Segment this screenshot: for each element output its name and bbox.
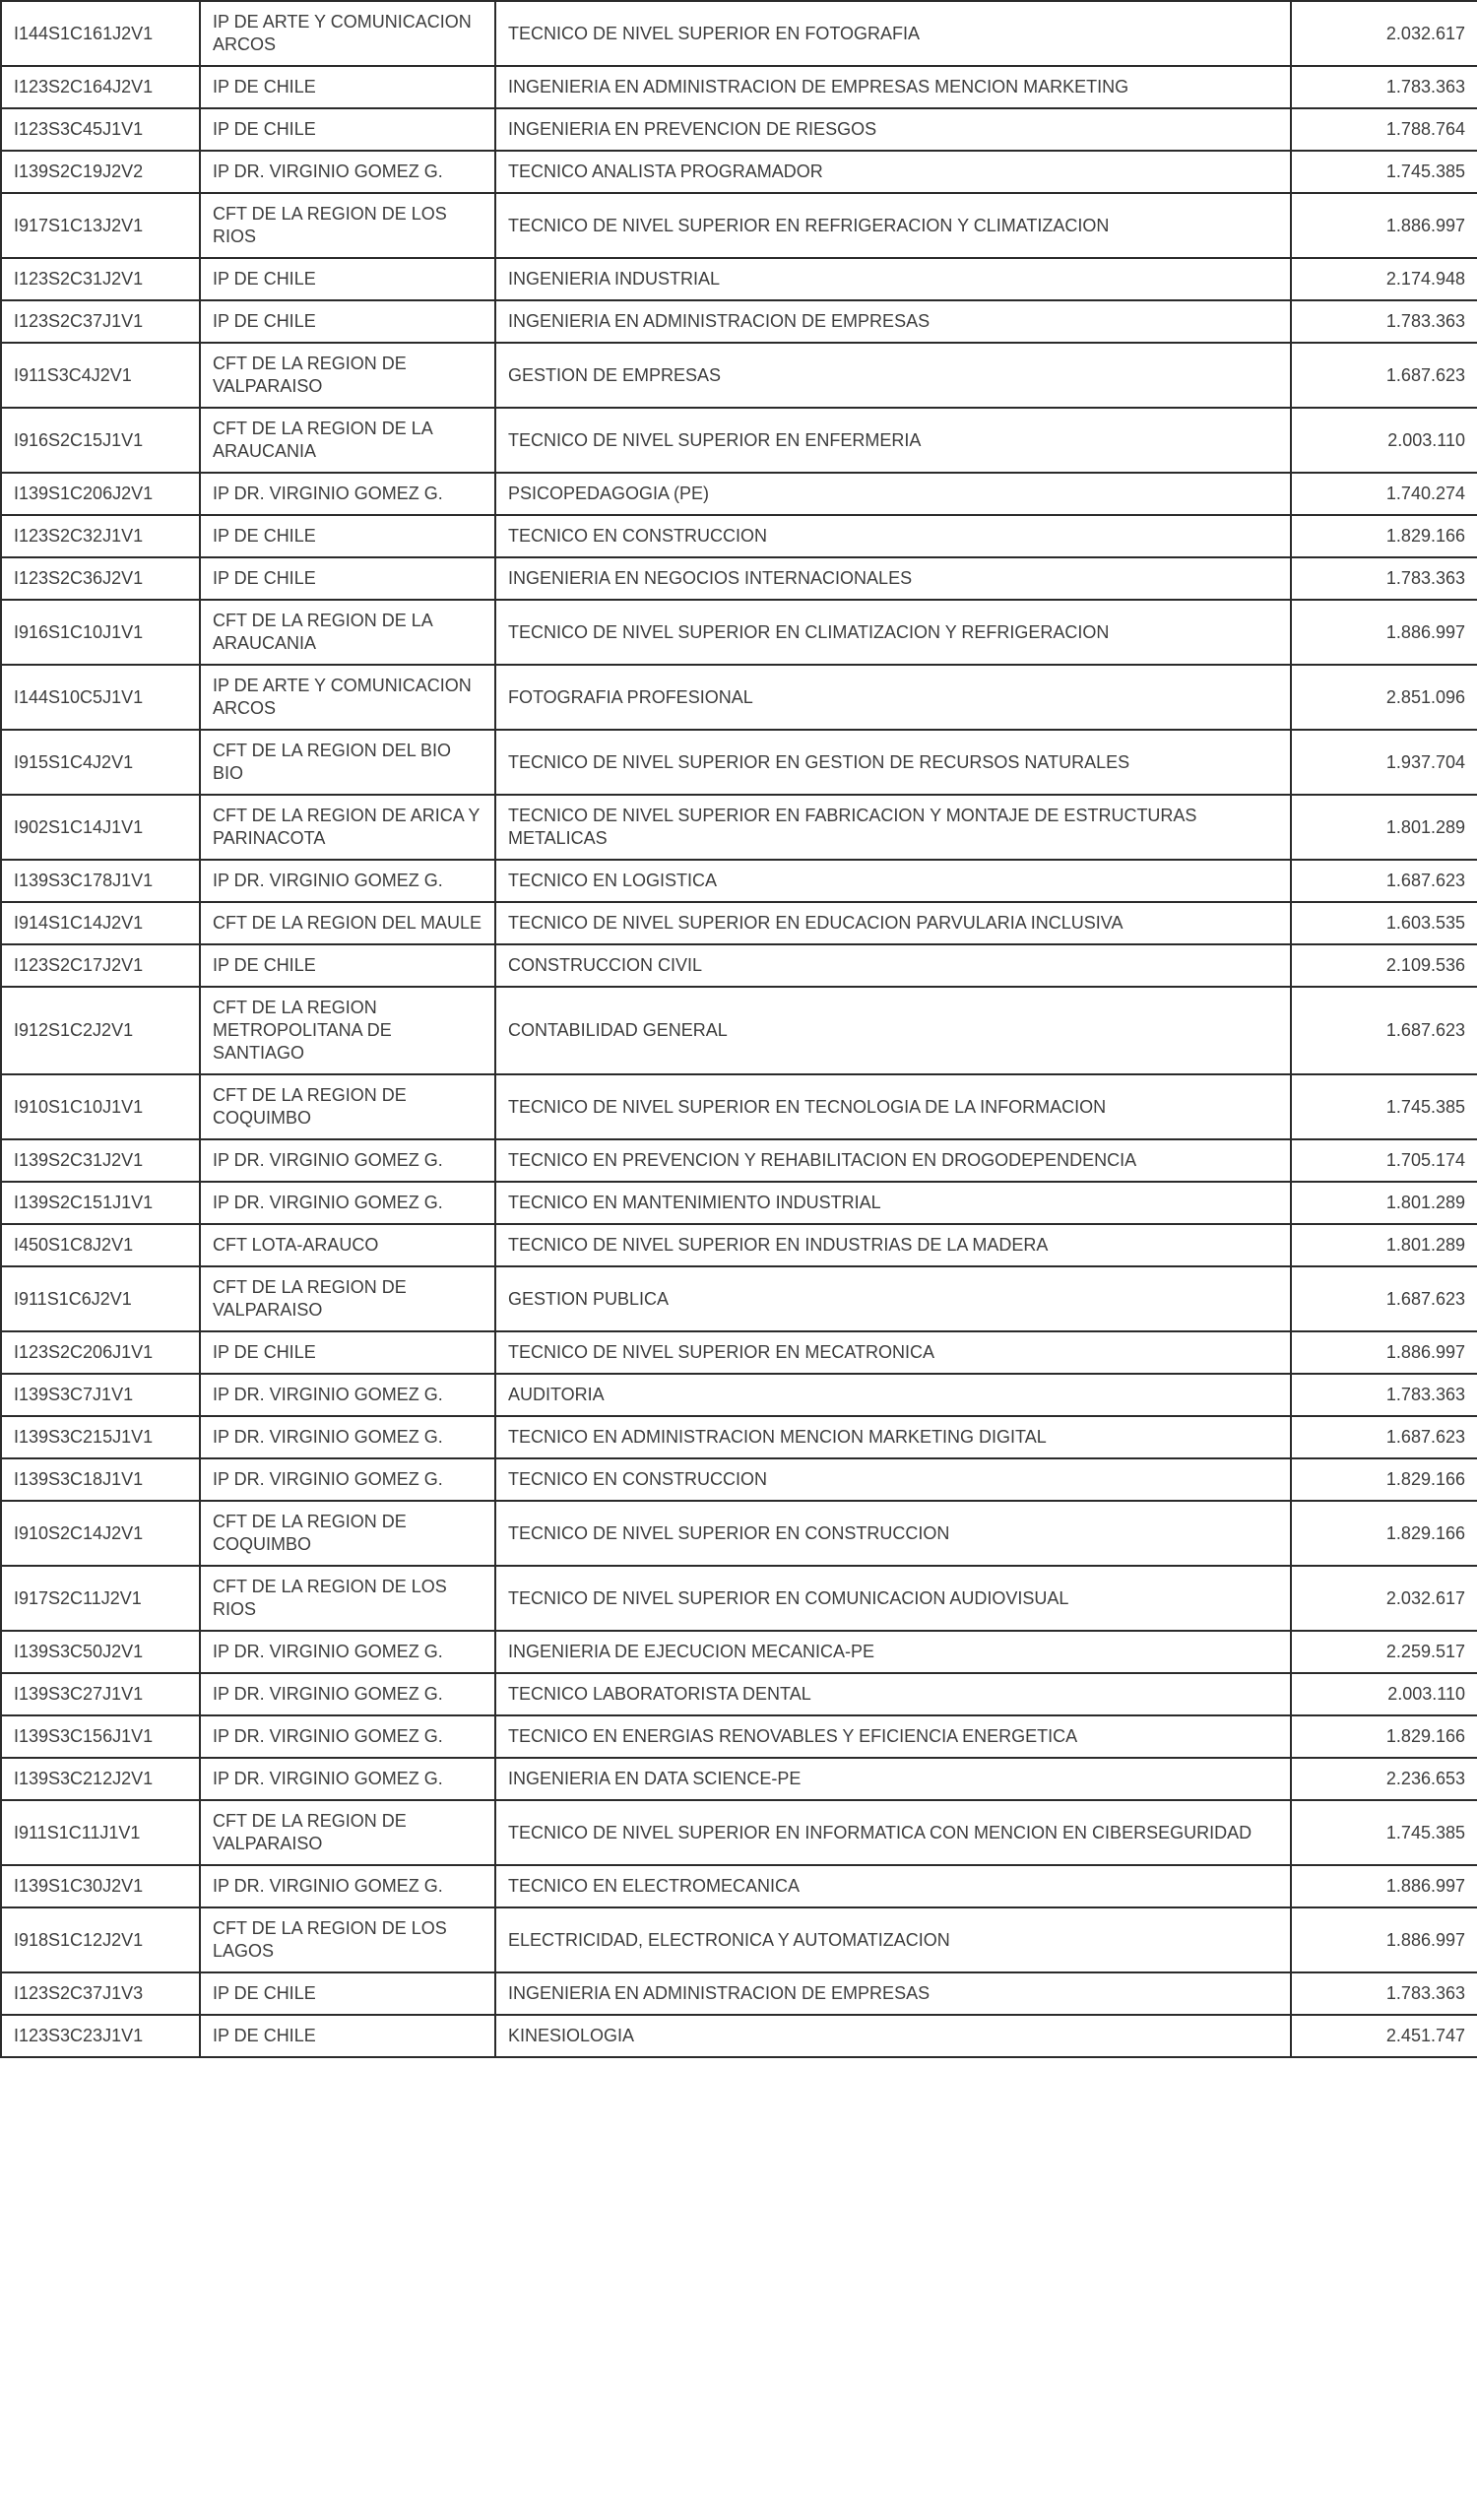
institution-cell: CFT LOTA-ARAUCO bbox=[200, 1224, 495, 1266]
table-row bbox=[1, 473, 1477, 515]
code-cell: I139S1C30J2V1 bbox=[1, 1865, 200, 1907]
amount-cell: 1.687.623 bbox=[1291, 343, 1477, 408]
amount-cell: 1.705.174 bbox=[1291, 1139, 1477, 1182]
code-cell: I916S2C15J1V1 bbox=[1, 408, 200, 473]
table-row bbox=[1, 1907, 1477, 1972]
amount-cell: 1.687.623 bbox=[1291, 860, 1477, 902]
table-row bbox=[1, 944, 1477, 987]
code-cell: I123S3C45J1V1 bbox=[1, 108, 200, 151]
table-row bbox=[1, 2015, 1477, 2057]
table-row bbox=[1, 1501, 1477, 1566]
institution-cell: IP DE CHILE bbox=[200, 1331, 495, 1374]
program-cell: TECNICO EN ELECTROMECANICA bbox=[495, 1865, 1291, 1907]
table-row bbox=[1, 1, 1477, 66]
institution-cell: CFT DE LA REGION DE LOS RIOS bbox=[200, 1566, 495, 1631]
program-cell: TECNICO DE NIVEL SUPERIOR EN ENFERMERIA bbox=[495, 408, 1291, 473]
program-cell: INGENIERIA EN ADMINISTRACION DE EMPRESAS MENCION MARKETING bbox=[495, 66, 1291, 108]
program-cell: TECNICO EN PREVENCION Y REHABILITACION EN DROGODEPENDENCIA bbox=[495, 1139, 1291, 1182]
amount-cell: 1.829.166 bbox=[1291, 1458, 1477, 1501]
code-cell: I911S3C4J2V1 bbox=[1, 343, 200, 408]
program-cell: TECNICO DE NIVEL SUPERIOR EN COMUNICACION AUDIOVISUAL bbox=[495, 1566, 1291, 1631]
code-cell: I139S2C31J2V1 bbox=[1, 1139, 200, 1182]
amount-cell: 1.788.764 bbox=[1291, 108, 1477, 151]
program-cell: KINESIOLOGIA bbox=[495, 2015, 1291, 2057]
amount-cell: 2.109.536 bbox=[1291, 944, 1477, 987]
code-cell: I912S1C2J2V1 bbox=[1, 987, 200, 1074]
amount-cell: 1.886.997 bbox=[1291, 1907, 1477, 1972]
code-cell: I123S3C23J1V1 bbox=[1, 2015, 200, 2057]
institution-cell: IP DE ARTE Y COMUNICACION ARCOS bbox=[200, 665, 495, 730]
amount-cell: 1.687.623 bbox=[1291, 1416, 1477, 1458]
program-cell: TECNICO EN MANTENIMIENTO INDUSTRIAL bbox=[495, 1182, 1291, 1224]
institution-cell: CFT DE LA REGION DE ARICA Y PARINACOTA bbox=[200, 795, 495, 860]
institution-cell: CFT DE LA REGION DEL BIO BIO bbox=[200, 730, 495, 795]
code-cell: I902S1C14J1V1 bbox=[1, 795, 200, 860]
table-row bbox=[1, 1374, 1477, 1416]
code-cell: I915S1C4J2V1 bbox=[1, 730, 200, 795]
table-row bbox=[1, 1800, 1477, 1865]
institution-cell: CFT DE LA REGION DE COQUIMBO bbox=[200, 1501, 495, 1566]
code-cell: I918S1C12J2V1 bbox=[1, 1907, 200, 1972]
amount-cell: 2.032.617 bbox=[1291, 1566, 1477, 1631]
program-cell: FOTOGRAFIA PROFESIONAL bbox=[495, 665, 1291, 730]
institution-cell: IP DE CHILE bbox=[200, 515, 495, 557]
table-row bbox=[1, 515, 1477, 557]
code-cell: I123S2C164J2V1 bbox=[1, 66, 200, 108]
program-cell: INGENIERIA EN DATA SCIENCE-PE bbox=[495, 1758, 1291, 1800]
table-row bbox=[1, 151, 1477, 193]
table-row bbox=[1, 987, 1477, 1074]
table-row bbox=[1, 1139, 1477, 1182]
amount-cell: 1.886.997 bbox=[1291, 193, 1477, 258]
table-row bbox=[1, 1566, 1477, 1631]
amount-cell: 1.745.385 bbox=[1291, 151, 1477, 193]
institution-cell: IP DR. VIRGINIO GOMEZ G. bbox=[200, 1865, 495, 1907]
program-cell: INGENIERIA DE EJECUCION MECANICA-PE bbox=[495, 1631, 1291, 1673]
code-cell: I910S1C10J1V1 bbox=[1, 1074, 200, 1139]
table-row bbox=[1, 408, 1477, 473]
code-cell: I917S1C13J2V1 bbox=[1, 193, 200, 258]
amount-cell: 1.783.363 bbox=[1291, 1972, 1477, 2015]
program-cell: TECNICO DE NIVEL SUPERIOR EN CLIMATIZACION Y REFRIGERACION bbox=[495, 600, 1291, 665]
amount-cell: 1.886.997 bbox=[1291, 600, 1477, 665]
institution-cell: CFT DE LA REGION DE LA ARAUCANIA bbox=[200, 408, 495, 473]
table-row bbox=[1, 193, 1477, 258]
institution-cell: IP DE CHILE bbox=[200, 300, 495, 343]
code-cell: I144S1C161J2V1 bbox=[1, 1, 200, 66]
program-cell: TECNICO DE NIVEL SUPERIOR EN REFRIGERACION Y CLIMATIZACION bbox=[495, 193, 1291, 258]
table-row bbox=[1, 1972, 1477, 2015]
table-row bbox=[1, 1715, 1477, 1758]
program-cell: TECNICO EN ADMINISTRACION MENCION MARKETING DIGITAL bbox=[495, 1416, 1291, 1458]
institution-cell: IP DE ARTE Y COMUNICACION ARCOS bbox=[200, 1, 495, 66]
program-cell: TECNICO DE NIVEL SUPERIOR EN INDUSTRIAS DE LA MADERA bbox=[495, 1224, 1291, 1266]
institution-cell: CFT DE LA REGION DE LOS LAGOS bbox=[200, 1907, 495, 1972]
institution-cell: CFT DE LA REGION DE VALPARAISO bbox=[200, 1266, 495, 1331]
program-cell: GESTION DE EMPRESAS bbox=[495, 343, 1291, 408]
table-row bbox=[1, 1331, 1477, 1374]
table-row bbox=[1, 1224, 1477, 1266]
table-row bbox=[1, 108, 1477, 151]
institution-cell: IP DR. VIRGINIO GOMEZ G. bbox=[200, 1416, 495, 1458]
table-row bbox=[1, 665, 1477, 730]
code-cell: I123S2C36J2V1 bbox=[1, 557, 200, 600]
code-cell: I139S1C206J2V1 bbox=[1, 473, 200, 515]
program-cell: INGENIERIA EN ADMINISTRACION DE EMPRESAS bbox=[495, 1972, 1291, 2015]
institution-cell: IP DE CHILE bbox=[200, 557, 495, 600]
institution-cell: IP DE CHILE bbox=[200, 258, 495, 300]
table-row bbox=[1, 1458, 1477, 1501]
code-cell: I123S2C32J1V1 bbox=[1, 515, 200, 557]
institution-cell: CFT DE LA REGION DE LA ARAUCANIA bbox=[200, 600, 495, 665]
code-cell: I123S2C17J2V1 bbox=[1, 944, 200, 987]
institution-cell: IP DR. VIRGINIO GOMEZ G. bbox=[200, 1458, 495, 1501]
code-cell: I123S2C37J1V3 bbox=[1, 1972, 200, 2015]
institution-cell: IP DR. VIRGINIO GOMEZ G. bbox=[200, 1758, 495, 1800]
amount-cell: 1.783.363 bbox=[1291, 300, 1477, 343]
code-cell: I911S1C11J1V1 bbox=[1, 1800, 200, 1865]
program-cell: TECNICO DE NIVEL SUPERIOR EN INFORMATICA CON MENCION EN CIBERSEGURIDAD bbox=[495, 1800, 1291, 1865]
amount-cell: 1.745.385 bbox=[1291, 1074, 1477, 1139]
institution-cell: IP DR. VIRGINIO GOMEZ G. bbox=[200, 1374, 495, 1416]
code-cell: I910S2C14J2V1 bbox=[1, 1501, 200, 1566]
institution-cell: IP DE CHILE bbox=[200, 2015, 495, 2057]
program-cell: TECNICO EN CONSTRUCCION bbox=[495, 515, 1291, 557]
institution-cell: IP DR. VIRGINIO GOMEZ G. bbox=[200, 1715, 495, 1758]
institution-cell: IP DR. VIRGINIO GOMEZ G. bbox=[200, 1182, 495, 1224]
program-cell: TECNICO DE NIVEL SUPERIOR EN FABRICACION Y MONTAJE DE ESTRUCTURAS METALICAS bbox=[495, 795, 1291, 860]
code-cell: I123S2C206J1V1 bbox=[1, 1331, 200, 1374]
institution-cell: IP DE CHILE bbox=[200, 944, 495, 987]
amount-cell: 2.003.110 bbox=[1291, 408, 1477, 473]
table-row bbox=[1, 1865, 1477, 1907]
program-cell: CONTABILIDAD GENERAL bbox=[495, 987, 1291, 1074]
institution-cell: CFT DE LA REGION DE LOS RIOS bbox=[200, 193, 495, 258]
code-cell: I139S3C18J1V1 bbox=[1, 1458, 200, 1501]
amount-cell: 2.259.517 bbox=[1291, 1631, 1477, 1673]
institution-cell: CFT DE LA REGION DE VALPARAISO bbox=[200, 343, 495, 408]
amount-cell: 2.003.110 bbox=[1291, 1673, 1477, 1715]
institution-cell: IP DE CHILE bbox=[200, 66, 495, 108]
amount-cell: 1.801.289 bbox=[1291, 1224, 1477, 1266]
program-cell: TECNICO DE NIVEL SUPERIOR EN CONSTRUCCION bbox=[495, 1501, 1291, 1566]
amount-cell: 1.783.363 bbox=[1291, 557, 1477, 600]
amount-cell: 1.745.385 bbox=[1291, 1800, 1477, 1865]
table-row bbox=[1, 902, 1477, 944]
program-cell: GESTION PUBLICA bbox=[495, 1266, 1291, 1331]
amount-cell: 2.236.653 bbox=[1291, 1758, 1477, 1800]
institution-cell: IP DE CHILE bbox=[200, 108, 495, 151]
program-cell: CONSTRUCCION CIVIL bbox=[495, 944, 1291, 987]
code-cell: I914S1C14J2V1 bbox=[1, 902, 200, 944]
amount-cell: 1.783.363 bbox=[1291, 1374, 1477, 1416]
code-cell: I139S3C212J2V1 bbox=[1, 1758, 200, 1800]
amount-cell: 2.451.747 bbox=[1291, 2015, 1477, 2057]
code-cell: I139S3C156J1V1 bbox=[1, 1715, 200, 1758]
program-cell: INGENIERIA EN ADMINISTRACION DE EMPRESAS bbox=[495, 300, 1291, 343]
table-row bbox=[1, 1758, 1477, 1800]
amount-cell: 1.801.289 bbox=[1291, 795, 1477, 860]
institution-cell: IP DR. VIRGINIO GOMEZ G. bbox=[200, 151, 495, 193]
table-row bbox=[1, 343, 1477, 408]
code-cell: I916S1C10J1V1 bbox=[1, 600, 200, 665]
institution-cell: IP DR. VIRGINIO GOMEZ G. bbox=[200, 860, 495, 902]
program-cell: PSICOPEDAGOGIA (PE) bbox=[495, 473, 1291, 515]
table-row bbox=[1, 1182, 1477, 1224]
amount-cell: 1.886.997 bbox=[1291, 1865, 1477, 1907]
program-cell: INGENIERIA EN NEGOCIOS INTERNACIONALES bbox=[495, 557, 1291, 600]
institution-cell: CFT DE LA REGION METROPOLITANA DE SANTIAGO bbox=[200, 987, 495, 1074]
program-cell: TECNICO DE NIVEL SUPERIOR EN MECATRONICA bbox=[495, 1331, 1291, 1374]
amount-cell: 1.829.166 bbox=[1291, 515, 1477, 557]
amount-cell: 1.886.997 bbox=[1291, 1331, 1477, 1374]
amount-cell: 2.851.096 bbox=[1291, 665, 1477, 730]
program-cell: TECNICO LABORATORISTA DENTAL bbox=[495, 1673, 1291, 1715]
program-cell: ELECTRICIDAD, ELECTRONICA Y AUTOMATIZACION bbox=[495, 1907, 1291, 1972]
code-cell: I123S2C31J2V1 bbox=[1, 258, 200, 300]
institution-cell: IP DE CHILE bbox=[200, 1972, 495, 2015]
code-cell: I144S10C5J1V1 bbox=[1, 665, 200, 730]
table-row bbox=[1, 66, 1477, 108]
institution-cell: CFT DE LA REGION DE COQUIMBO bbox=[200, 1074, 495, 1139]
program-cell: TECNICO DE NIVEL SUPERIOR EN GESTION DE RECURSOS NATURALES bbox=[495, 730, 1291, 795]
program-cell: AUDITORIA bbox=[495, 1374, 1291, 1416]
amount-cell: 1.740.274 bbox=[1291, 473, 1477, 515]
program-cell: TECNICO EN LOGISTICA bbox=[495, 860, 1291, 902]
table-row bbox=[1, 258, 1477, 300]
institution-cell: IP DR. VIRGINIO GOMEZ G. bbox=[200, 473, 495, 515]
amount-cell: 2.032.617 bbox=[1291, 1, 1477, 66]
code-cell: I139S3C27J1V1 bbox=[1, 1673, 200, 1715]
table-row bbox=[1, 300, 1477, 343]
code-cell: I450S1C8J2V1 bbox=[1, 1224, 200, 1266]
table-row bbox=[1, 1631, 1477, 1673]
table-row bbox=[1, 1416, 1477, 1458]
program-cell: TECNICO DE NIVEL SUPERIOR EN FOTOGRAFIA bbox=[495, 1, 1291, 66]
code-cell: I139S3C50J2V1 bbox=[1, 1631, 200, 1673]
program-cell: TECNICO EN CONSTRUCCION bbox=[495, 1458, 1291, 1501]
amount-cell: 1.603.535 bbox=[1291, 902, 1477, 944]
amount-cell: 1.829.166 bbox=[1291, 1715, 1477, 1758]
program-cell: TECNICO EN ENERGIAS RENOVABLES Y EFICIENCIA ENERGETICA bbox=[495, 1715, 1291, 1758]
code-cell: I911S1C6J2V1 bbox=[1, 1266, 200, 1331]
code-cell: I139S3C178J1V1 bbox=[1, 860, 200, 902]
code-cell: I139S3C215J1V1 bbox=[1, 1416, 200, 1458]
program-cell: TECNICO DE NIVEL SUPERIOR EN EDUCACION PARVULARIA INCLUSIVA bbox=[495, 902, 1291, 944]
code-cell: I139S2C151J1V1 bbox=[1, 1182, 200, 1224]
amount-cell: 1.687.623 bbox=[1291, 1266, 1477, 1331]
amount-cell: 2.174.948 bbox=[1291, 258, 1477, 300]
table-row bbox=[1, 1673, 1477, 1715]
program-cell: TECNICO ANALISTA PROGRAMADOR bbox=[495, 151, 1291, 193]
table-row bbox=[1, 600, 1477, 665]
table-row bbox=[1, 730, 1477, 795]
program-cell: INGENIERIA EN PREVENCION DE RIESGOS bbox=[495, 108, 1291, 151]
table-row bbox=[1, 1074, 1477, 1139]
institution-cell: CFT DE LA REGION DE VALPARAISO bbox=[200, 1800, 495, 1865]
program-cell: TECNICO DE NIVEL SUPERIOR EN TECNOLOGIA DE LA INFORMACION bbox=[495, 1074, 1291, 1139]
amount-cell: 1.937.704 bbox=[1291, 730, 1477, 795]
code-cell: I123S2C37J1V1 bbox=[1, 300, 200, 343]
program-cell: INGENIERIA INDUSTRIAL bbox=[495, 258, 1291, 300]
table-row bbox=[1, 557, 1477, 600]
institution-cell: CFT DE LA REGION DEL MAULE bbox=[200, 902, 495, 944]
table-row bbox=[1, 860, 1477, 902]
institution-cell: IP DR. VIRGINIO GOMEZ G. bbox=[200, 1139, 495, 1182]
amount-cell: 1.687.623 bbox=[1291, 987, 1477, 1074]
table-row bbox=[1, 1266, 1477, 1331]
table-row bbox=[1, 795, 1477, 860]
code-cell: I139S2C19J2V2 bbox=[1, 151, 200, 193]
amount-cell: 1.783.363 bbox=[1291, 66, 1477, 108]
code-cell: I917S2C11J2V1 bbox=[1, 1566, 200, 1631]
amount-cell: 1.829.166 bbox=[1291, 1501, 1477, 1566]
code-cell: I139S3C7J1V1 bbox=[1, 1374, 200, 1416]
institution-cell: IP DR. VIRGINIO GOMEZ G. bbox=[200, 1631, 495, 1673]
amount-cell: 1.801.289 bbox=[1291, 1182, 1477, 1224]
program-table-body bbox=[1, 1, 1477, 2057]
institution-cell: IP DR. VIRGINIO GOMEZ G. bbox=[200, 1673, 495, 1715]
